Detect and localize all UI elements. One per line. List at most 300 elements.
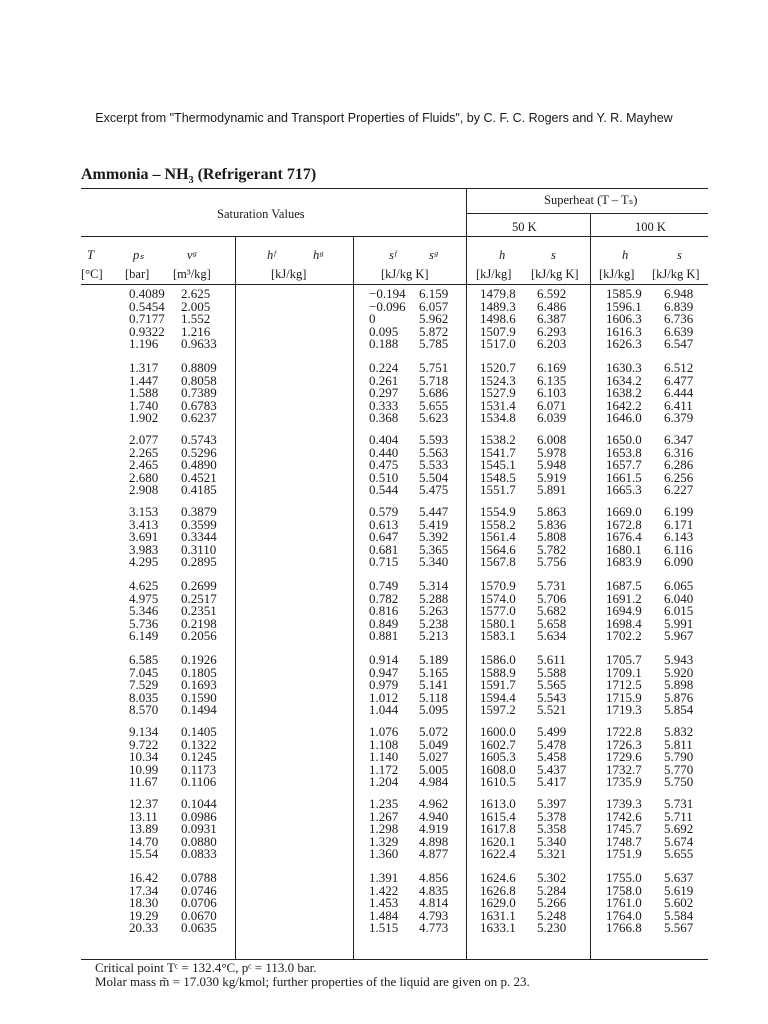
cell-s100: 6.639 [664,323,694,339]
cell-s50: 5.919 [537,469,567,485]
cell-h50: 1602.7 [480,736,516,752]
cell-s100: 6.227 [664,482,694,498]
cell-sg: 4.773 [419,920,449,936]
cell-vg: 0.0986 [181,808,217,824]
cell-ps: 20.33 [129,920,159,936]
cell-h100: 1626.3 [606,336,642,352]
cell-s50: 5.358 [537,821,567,837]
cell-s50: 5.378 [537,808,567,824]
cell-ps: 3.983 [129,541,159,557]
col-rule-4 [590,213,591,959]
cell-s100: 5.967 [664,628,694,644]
cell-ps: 2.077 [129,432,159,447]
cell-ps: 9.722 [129,736,159,752]
cell-sg: 5.563 [419,444,449,460]
cell-h100: 1687.5 [606,578,642,593]
cell-h50: 1610.5 [480,774,516,790]
cell-s100: 5.854 [664,702,694,718]
cell-sf: 1.267 [369,808,399,824]
cell-s50: 5.588 [537,664,567,680]
unit-T: [°C] [81,267,103,281]
cell-ps: 9.134 [129,724,159,739]
cell-s50: 5.658 [537,615,567,631]
cell-s50: 6.169 [537,360,567,375]
cell-sg: 4.940 [419,808,449,824]
cell-h100: 1751.9 [606,846,642,862]
cell-sg: 5.314 [419,578,449,593]
cell-vg: 0.2198 [181,615,217,631]
property-table [81,188,708,960]
cell-vg: 0.4185 [181,482,217,498]
cell-s100: 6.547 [664,336,694,352]
saturation-header: Saturation Values [217,207,305,221]
cell-sg: 5.623 [419,410,449,426]
cell-h50: 1633.1 [480,920,516,936]
cell-sg: 4.898 [419,833,449,849]
cell-sf: 1.108 [369,736,399,752]
cell-sg: 5.872 [419,323,449,339]
cell-sf: 0.979 [369,677,399,693]
superheat-header: Superheat (T – Tₛ) [544,193,638,207]
cell-h50: 1594.4 [480,689,516,705]
cell-s50: 5.634 [537,628,567,644]
cell-vg: 0.4521 [181,469,217,485]
cell-s50: 5.978 [537,444,567,460]
cell-ps: 1.317 [129,360,159,375]
cell-ps: 1.447 [129,372,159,388]
cell-h50: 1580.1 [480,615,516,631]
cell-h100: 1691.2 [606,590,642,606]
cell-s100: 5.602 [664,895,694,911]
cell-sg: 5.365 [419,541,449,557]
cell-h50: 1570.9 [480,578,516,593]
cell-vg: 0.2351 [181,603,217,619]
col-vg-symbol: vᵍ [187,248,197,262]
cell-h50: 1577.0 [480,603,516,619]
cell-s100: 6.444 [664,385,694,401]
cell-vg: 0.3110 [181,541,217,557]
cell-ps: 5.346 [129,603,159,619]
cell-s50: 5.756 [537,554,567,570]
cell-s100: 5.584 [664,907,694,923]
cell-s50: 6.071 [537,397,567,413]
cell-ps: 10.34 [129,749,159,765]
cell-sf: 0.881 [369,628,399,644]
cell-s50: 5.284 [537,882,567,898]
cell-h100: 1705.7 [606,652,642,667]
cell-sf: 0.849 [369,615,399,631]
cell-sf: 0.613 [369,516,399,532]
cell-ps: 14.70 [129,833,159,849]
cell-h100: 1729.6 [606,749,642,765]
col-s50-symbol: s [551,248,556,262]
cell-ps: 1.588 [129,385,159,401]
cell-sf: −0.096 [369,298,406,314]
cell-s100: 5.637 [664,870,694,885]
cell-vg: 0.3599 [181,516,217,532]
cell-vg: 0.2056 [181,628,217,644]
cell-ps: 3.153 [129,504,159,519]
cell-s100: 6.040 [664,590,694,606]
cell-h100: 1709.1 [606,664,642,680]
cell-h50: 1524.3 [480,372,516,388]
cell-h100: 1683.9 [606,554,642,570]
col-T-symbol: T [87,248,94,262]
cell-sg: 6.057 [419,298,449,314]
cell-s50: 6.486 [537,298,567,314]
cell-s100: 5.731 [664,796,694,811]
cell-h50: 1586.0 [480,652,516,667]
cell-ps: 12.37 [129,796,159,811]
cell-sf: 0.095 [369,323,399,339]
cell-s50: 5.682 [537,603,567,619]
cell-sg: 4.814 [419,895,449,911]
cell-vg: 0.1106 [181,774,217,790]
cell-ps: 13.11 [129,808,158,824]
cell-ps: 1.902 [129,410,159,426]
cell-s50: 5.706 [537,590,567,606]
cell-h100: 1606.3 [606,311,642,327]
cell-h100: 1764.0 [606,907,642,923]
cell-h100: 1735.9 [606,774,642,790]
cell-h100: 1739.3 [606,796,642,811]
cell-s50: 5.266 [537,895,567,911]
cell-vg: 0.1926 [181,652,217,667]
cell-h100: 1680.1 [606,541,642,557]
col-h50-symbol: h [499,248,506,262]
cell-h100: 1698.4 [606,615,642,631]
cell-ps: 5.736 [129,615,159,631]
cell-vg: 0.1405 [181,724,217,739]
cell-h100: 1726.3 [606,736,642,752]
cell-s50: 5.340 [537,833,567,849]
unit-h50: [kJ/kg] [476,267,512,281]
cell-vg: 1.216 [181,323,211,339]
cell-s100: 6.379 [664,410,694,426]
cell-ps: 3.691 [129,529,159,545]
cell-sf: 0.297 [369,385,399,401]
cell-s50: 6.387 [537,311,567,327]
cell-sf: 1.298 [369,821,399,837]
cell-sf: 0.544 [369,482,399,498]
cell-vg: 0.0706 [181,895,217,911]
cell-sg: 5.447 [419,504,449,519]
unit-h100: [kJ/kg] [599,267,635,281]
cell-s100: 6.512 [664,360,694,375]
cell-h100: 1761.0 [606,895,642,911]
cell-ps: 15.54 [129,846,159,862]
cell-h100: 1634.2 [606,372,642,388]
col-ps-symbol: pₛ [133,248,144,262]
unit-h: [kJ/kg] [271,267,307,281]
cell-s50: 5.863 [537,504,567,519]
cell-vg: 0.0833 [181,846,217,862]
cell-sg: 5.095 [419,702,449,718]
cell-s50: 5.521 [537,702,567,718]
cell-h50: 1591.7 [480,677,516,693]
cell-ps: 4.625 [129,578,159,593]
cell-s100: 6.736 [664,311,694,327]
cell-vg: 0.1322 [181,736,217,752]
cell-sf: 1.329 [369,833,399,849]
cell-vg: 0.7389 [181,385,217,401]
cell-h100: 1732.7 [606,761,642,777]
cell-s50: 5.230 [537,920,567,936]
cell-vg: 1.552 [181,311,211,327]
col-rule-1 [235,236,236,959]
cell-vg: 0.5743 [181,432,217,447]
cell-vg: 0.1245 [181,749,217,765]
cell-sg: 5.655 [419,397,449,413]
cell-h50: 1541.7 [480,444,516,460]
cell-sf: 1.484 [369,907,399,923]
cell-h100: 1748.7 [606,833,642,849]
cell-h50: 1479.8 [480,286,516,301]
cell-s100: 5.876 [664,689,694,705]
cell-ps: 7.529 [129,677,159,693]
cell-s50: 6.203 [537,336,567,352]
cell-sg: 5.141 [419,677,449,693]
cell-s50: 5.543 [537,689,567,705]
cell-vg: 0.4890 [181,457,217,473]
cell-s50: 5.397 [537,796,567,811]
cell-vg: 0.0788 [181,870,217,885]
cell-s50: 5.808 [537,529,567,545]
cell-ps: 0.4089 [129,286,165,301]
cell-sg: 4.919 [419,821,449,837]
col-sf-symbol: sᶠ [389,248,397,262]
cell-s100: 6.171 [664,516,694,532]
cell-sg: 4.962 [419,796,449,811]
cell-h100: 1755.0 [606,870,642,885]
cell-h100: 1766.8 [606,920,642,936]
cell-sg: 5.263 [419,603,449,619]
cell-h100: 1585.9 [606,286,642,301]
cell-s100: 6.015 [664,603,694,619]
cell-h50: 1626.8 [480,882,516,898]
cell-h100: 1719.3 [606,702,642,718]
cell-s100: 5.567 [664,920,694,936]
cell-s50: 5.782 [537,541,567,557]
cell-h50: 1597.2 [480,702,516,718]
cell-h50: 1620.1 [480,833,516,849]
cell-sg: 5.718 [419,372,449,388]
cell-ps: 0.7177 [129,311,165,327]
cell-sf: −0.194 [369,286,406,301]
cell-sg: 5.027 [419,749,449,765]
cell-ps: 1.196 [129,336,159,352]
cell-h50: 1517.0 [480,336,516,352]
cell-h50: 1605.3 [480,749,516,765]
cell-vg: 0.1590 [181,689,217,705]
cell-sf: 1.453 [369,895,399,911]
cell-vg: 0.1693 [181,677,217,693]
cell-vg: 0.2517 [181,590,217,606]
cell-s100: 5.619 [664,882,694,898]
cell-h100: 1650.0 [606,432,642,447]
cell-h50: 1631.1 [480,907,516,923]
cell-sf: 1.235 [369,796,399,811]
cell-sg: 5.213 [419,628,449,644]
cell-sf: 1.204 [369,774,399,790]
table-top-rule [81,188,708,189]
cell-sf: 0.647 [369,529,399,545]
cell-h50: 1498.6 [480,311,516,327]
cell-sf: 0.475 [369,457,399,473]
unit-vg: [m³/kg] [173,267,211,281]
col-sg-symbol: sᵍ [429,248,438,262]
cell-vg: 0.0670 [181,907,217,923]
cell-sg: 5.005 [419,761,449,777]
cell-s50: 5.458 [537,749,567,765]
cell-s100: 5.692 [664,821,694,837]
cell-s100: 5.750 [664,774,694,790]
cell-s100: 5.790 [664,749,694,765]
cell-h50: 1583.1 [480,628,516,644]
cell-sg: 4.856 [419,870,449,885]
cell-vg: 0.6783 [181,397,217,413]
cell-h100: 1638.2 [606,385,642,401]
cell-sg: 5.751 [419,360,449,375]
cell-s50: 5.437 [537,761,567,777]
cell-sf: 0.261 [369,372,399,388]
cell-sf: 1.012 [369,689,399,705]
cell-ps: 0.5454 [129,298,165,314]
cell-sg: 5.288 [419,590,449,606]
cell-h50: 1554.9 [480,504,516,519]
unit-ps: [bar] [125,267,150,281]
cell-sg: 5.392 [419,529,449,545]
cell-s100: 5.832 [664,724,694,739]
cell-ps: 11.67 [129,774,158,790]
cell-h100: 1712.5 [606,677,642,693]
cell-sg: 5.049 [419,736,449,752]
cell-ps: 0.9322 [129,323,165,339]
cell-vg: 0.2699 [181,578,217,593]
cell-ps: 2.265 [129,444,159,460]
cell-h50: 1629.0 [480,895,516,911]
cell-s100: 5.943 [664,652,694,667]
cell-ps: 3.413 [129,516,159,532]
cell-s100: 6.256 [664,469,694,485]
cell-h50: 1548.5 [480,469,516,485]
table-title [81,166,316,186]
cell-ps: 1.740 [129,397,159,413]
cell-h100: 1745.7 [606,821,642,837]
cell-s50: 6.293 [537,323,567,339]
cell-h100: 1642.2 [606,397,642,413]
cell-vg: 0.3879 [181,504,217,519]
cell-sf: 0.782 [369,590,399,606]
cell-h100: 1630.3 [606,360,642,375]
cell-ps: 19.29 [129,907,159,923]
cell-s50: 6.008 [537,432,567,447]
cell-vg: 0.1494 [181,702,217,718]
cell-ps: 4.295 [129,554,159,570]
cell-s50: 5.948 [537,457,567,473]
cell-ps: 16.42 [129,870,159,885]
cell-sg: 4.877 [419,846,449,862]
cell-h50: 1545.1 [480,457,516,473]
cell-sg: 5.533 [419,457,449,473]
cell-s50: 6.592 [537,286,567,301]
cell-h100: 1715.9 [606,689,642,705]
cell-sf: 0.715 [369,554,399,570]
cell-s100: 6.090 [664,554,694,570]
cell-h100: 1758.0 [606,882,642,898]
cell-s50: 5.836 [537,516,567,532]
cell-vg: 0.1173 [181,761,217,777]
cell-sf: 0.579 [369,504,399,519]
cell-sg: 5.785 [419,336,449,352]
cell-h100: 1596.1 [606,298,642,314]
cell-h50: 1534.8 [480,410,516,426]
cell-sg: 4.984 [419,774,449,790]
cell-h100: 1616.3 [606,323,642,339]
cell-h50: 1617.8 [480,821,516,837]
cell-sf: 0.947 [369,664,399,680]
cell-sf: 0.404 [369,432,399,447]
superheat-100k-header: 100 K [635,220,666,234]
cell-h50: 1564.6 [480,541,516,557]
cell-s50: 5.499 [537,724,567,739]
cell-h50: 1567.8 [480,554,516,570]
cell-ps: 2.680 [129,469,159,485]
cell-ps: 13.89 [129,821,159,837]
cell-s50: 5.321 [537,846,567,862]
cell-sg: 5.118 [419,689,448,705]
cell-s100: 6.839 [664,298,694,314]
unit-s: [kJ/kg K] [381,267,429,281]
cell-ps: 2.465 [129,457,159,473]
cell-sg: 5.504 [419,469,449,485]
cell-s100: 6.477 [664,372,694,388]
cell-ps: 4.975 [129,590,159,606]
unit-s100: [kJ/kg K] [652,267,700,281]
cell-sf: 0.816 [369,603,399,619]
cell-vg: 0.8809 [181,360,217,375]
col-hf-symbol: hᶠ [267,248,276,262]
cell-sf: 1.172 [369,761,399,777]
cell-h100: 1702.2 [606,628,642,644]
cell-s100: 6.116 [664,541,693,557]
cell-vg: 0.0635 [181,920,217,936]
cell-sg: 5.189 [419,652,449,667]
cell-sg: 5.072 [419,724,449,739]
cell-h50: 1507.9 [480,323,516,339]
cell-s100: 6.948 [664,286,694,301]
cell-s100: 5.674 [664,833,694,849]
cell-sf: 0.681 [369,541,399,557]
unit-s50: [kJ/kg K] [531,267,579,281]
cell-h100: 1669.0 [606,504,642,519]
cell-h50: 1608.0 [480,761,516,777]
col-hg-symbol: hᵍ [313,248,323,262]
title-subscript: 3 [188,175,194,187]
cell-vg: 0.8058 [181,372,217,388]
cell-s100: 5.991 [664,615,694,631]
cell-sg: 5.165 [419,664,449,680]
cell-sf: 1.360 [369,846,399,862]
cell-ps: 10.99 [129,761,159,777]
cell-sf: 0.440 [369,444,399,460]
cell-ps: 8.035 [129,689,159,705]
cell-s50: 6.103 [537,385,567,401]
cell-s50: 5.731 [537,578,567,593]
cell-vg: 0.6237 [181,410,217,426]
cell-ps: 6.149 [129,628,159,644]
cell-h50: 1527.9 [480,385,516,401]
